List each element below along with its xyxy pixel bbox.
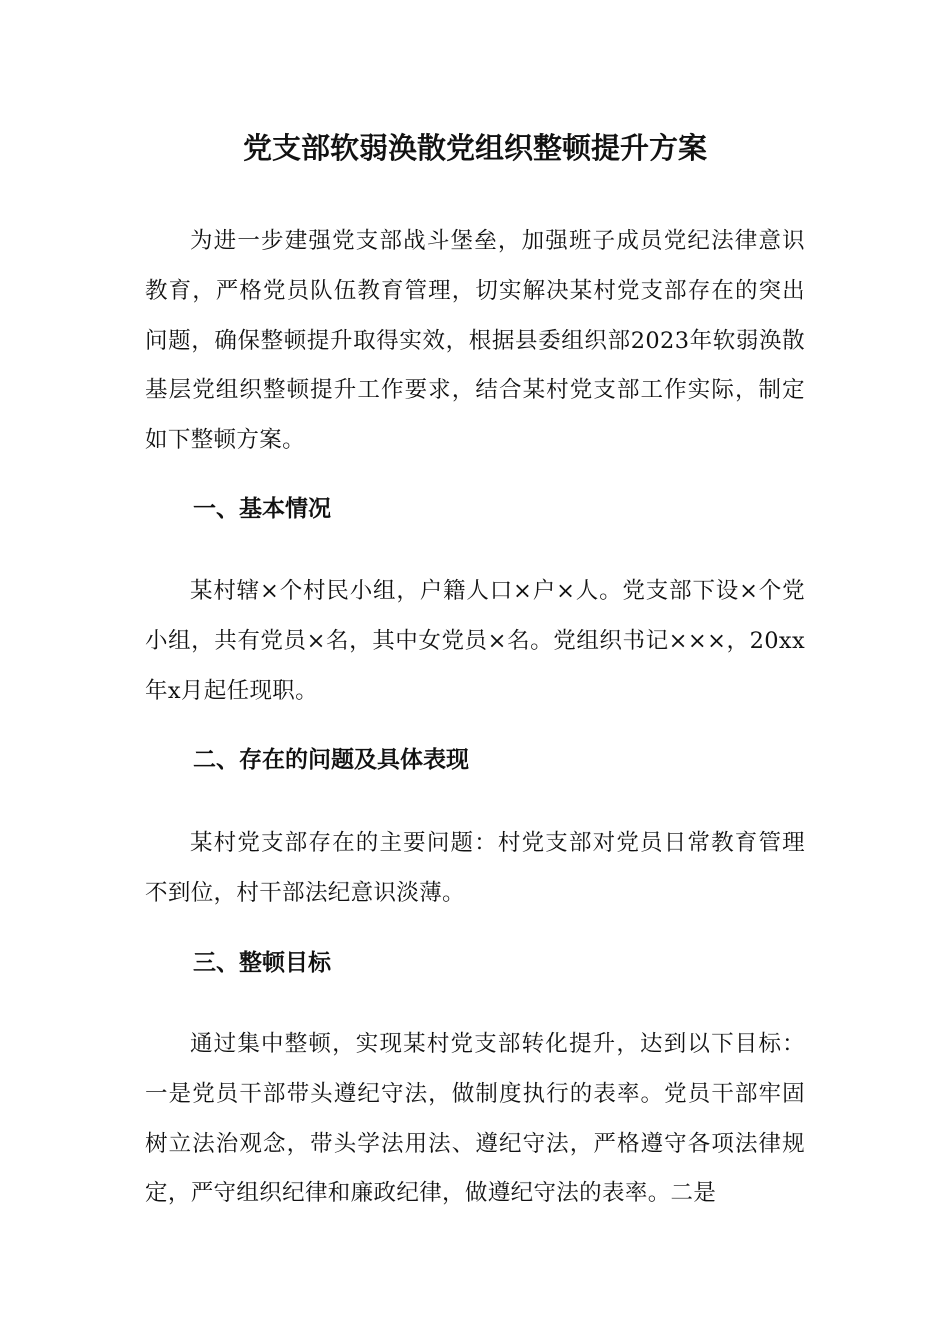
section-body-problems: 某村党支部存在的主要问题：村党支部对党员日常教育管理不到位，村干部法纪意识淡薄。	[145, 830, 805, 906]
intro-paragraph: 为进一步建强党支部战斗堡垒，加强班子成员党纪法律意识教育，严格党员队伍教育管理，切实解决某村党支部存在的突出问题，确保整顿提升取得实效，根据县委组织部2023年软弱涣散基层党组织整顿提升工作要求，结合某村党支部工作实际，制定如下整顿方案。	[145, 228, 805, 454]
section-body-basic-situation: 某村辖×个村民小组，户籍人口×户×人。党支部下设×个党小组，共有党员×名，其中女党员×名。党组织书记×××，20xx年x月起任现职。	[145, 578, 805, 704]
section-body-goals: 通过集中整顿，实现某村党支部转化提升，达到以下目标：一是党员干部带头遵纪守法，做制度执行的表率。党员干部牢固树立法治观念，带头学法用法、遵纪守法，严格遵守各项法律规定，严守组织纪律和廉政纪律，做遵纪守法的表率。二是	[145, 1031, 805, 1207]
document-title: 党支部软弱涣散党组织整顿提升方案	[242, 131, 707, 165]
section-heading-basic-situation: 一、基本情况	[193, 496, 331, 522]
section-heading-problems: 二、存在的问题及具体表现	[193, 747, 469, 773]
section-heading-goals: 三、整顿目标	[193, 950, 331, 976]
